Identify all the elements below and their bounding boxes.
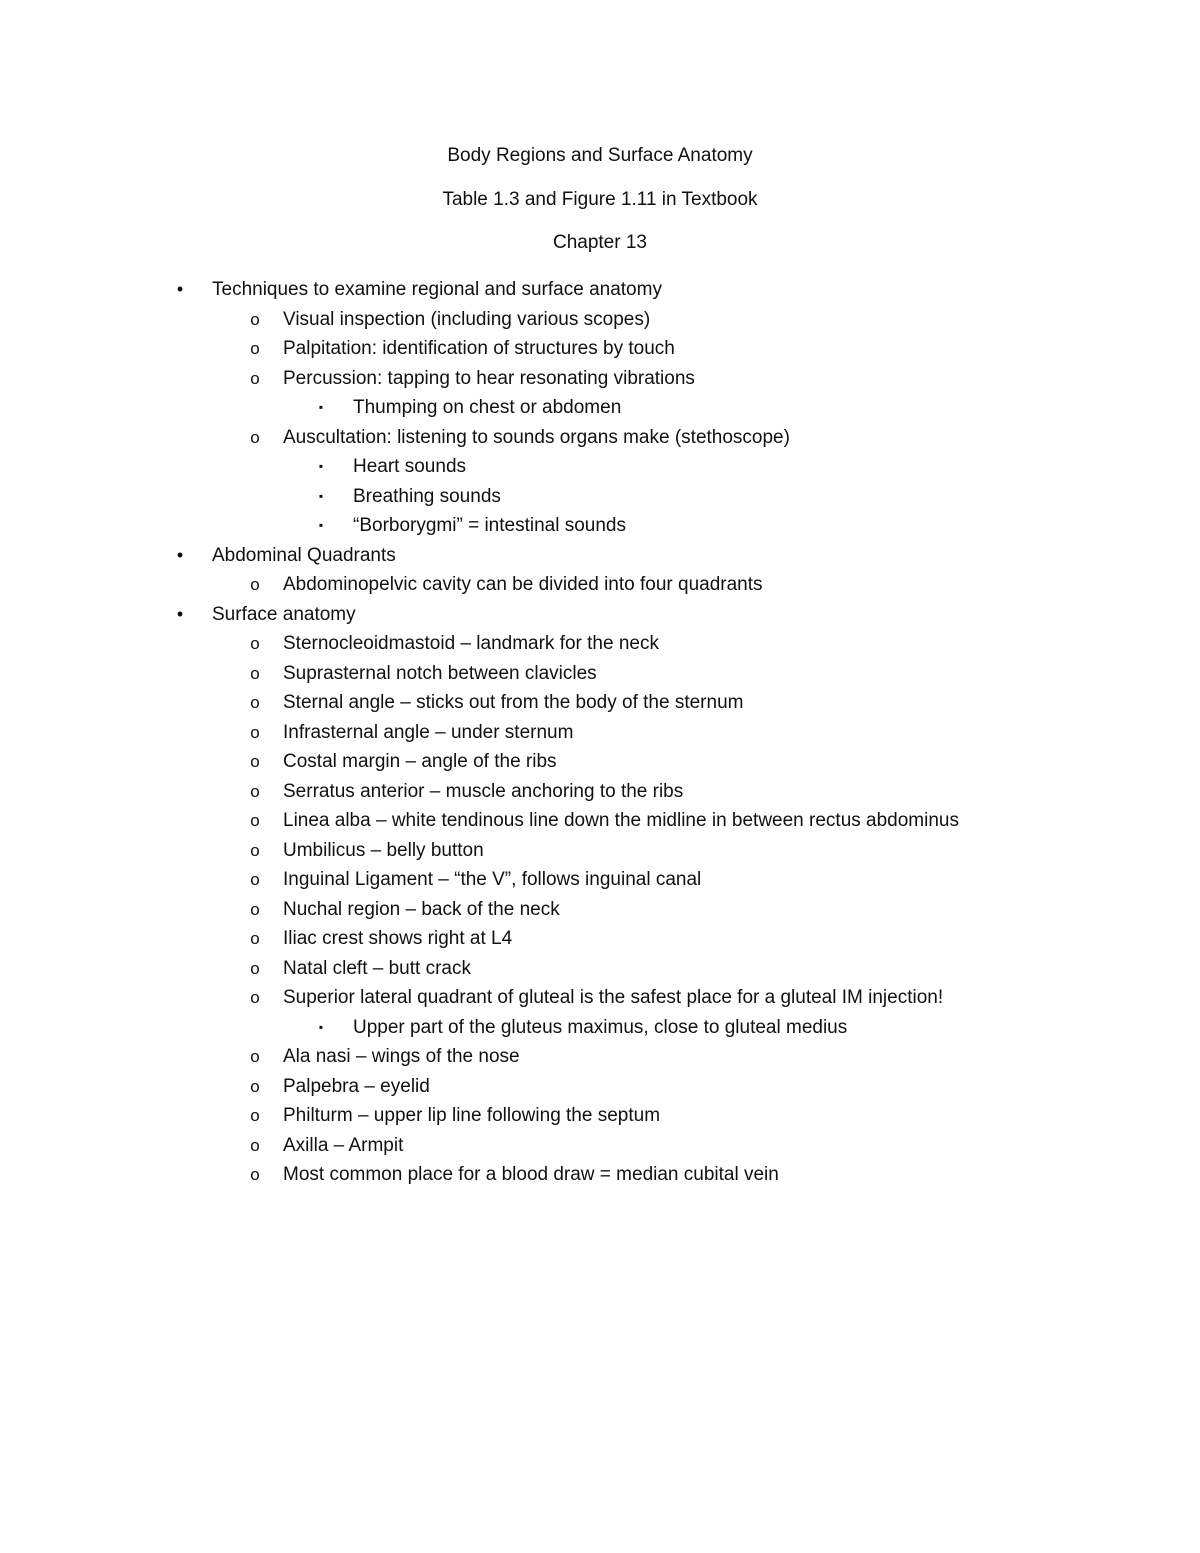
circle-bullet-icon: o [250,870,260,889]
outline-item-text: Infrasternal angle – under sternum [283,721,574,743]
outline-item-level-2 [0,836,1200,866]
outline-item-level-3 [0,393,1200,423]
outline-item-level-2 [0,777,1200,807]
outline-item-text: Linea alba – white tendinous line down the midline in between rectus abdominus [283,810,959,831]
square-bullet-icon: ▪ [318,1019,324,1034]
outline-item-level-3 [0,511,1200,541]
circle-bullet-icon: o [250,1135,260,1155]
outline-item-level-2 [0,423,1200,453]
outline-item-level-2 [0,806,1200,836]
circle-bullet-icon: o [250,811,260,830]
outline-item-text: Breathing sounds [353,485,501,507]
outline-item-text: Natal cleft – butt crack [283,957,471,979]
outline-item-level-2 [0,305,1200,335]
outline-item-level-1 [0,600,1200,630]
outline-item-level-2 [0,659,1200,689]
outline-item-level-1 [0,275,1200,305]
outline-item-text: Upper part of the gluteus maximus, close to gluteal medius [353,1016,848,1038]
outline-item-level-2 [0,364,1200,394]
outline-item-level-2 [0,629,1200,659]
outline-item-text: Abdominal Quadrants [212,544,396,566]
outline-item-text: Serratus anterior – muscle anchoring to the ribs [283,780,684,802]
outline-item-level-2 [0,1072,1200,1102]
outline-item-text: Umbilicus – belly button [283,839,484,861]
outline-item-text: Auscultation: listening to sounds organs make (stethoscope) [283,426,790,448]
circle-bullet-icon: o [250,840,260,860]
outline-item-level-3 [0,452,1200,482]
outline-item-text: Abdominopelvic cavity can be divided into four quadrants [283,574,763,595]
circle-bullet-icon: o [250,339,260,358]
outline-item-level-1 [0,541,1200,571]
outline-item-level-2 [0,718,1200,748]
outline-item-text: Sternal angle – sticks out from the body of the sternum [283,692,744,713]
outline-item-text: Inguinal Ligament – “the V”, follows inguinal canal [283,869,702,890]
document-subtitle: Table 1.3 and Figure 1.11 in Textbook [442,189,758,210]
circle-bullet-icon: o [250,693,260,712]
circle-bullet-icon: o [250,368,260,388]
outline-item-level-2 [0,747,1200,777]
bullet-icon: • [176,279,184,299]
outline-item-text: Heart sounds [353,456,467,477]
circle-bullet-icon: o [250,1165,260,1184]
outline-item-level-2 [0,1131,1200,1161]
outline-item-level-2 [0,570,1200,600]
outline-item-level-2 [0,1101,1200,1131]
outline-item-level-3 [0,482,1200,512]
outline-item-text: “Borborygmi” = intestinal sounds [353,515,626,536]
chapter-heading: Chapter 13 [552,232,647,253]
outline-item-text: Surface anatomy [212,603,356,625]
circle-bullet-icon: o [250,722,260,742]
outline-item-level-2 [0,865,1200,895]
document-title: Body Regions and Surface Anatomy [447,145,753,166]
outline-item-level-2 [0,924,1200,954]
outline-item-text: Percussion: tapping to hear resonating vibrations [283,367,695,389]
outline-item-level-2 [0,983,1200,1013]
outline-item-text: Axilla – Armpit [283,1134,404,1156]
outline-item-text: Superior lateral quadrant of gluteal is the safest place for a gluteal IM injection! [283,987,944,1008]
outline-item-level-2 [0,334,1200,364]
outline-item-text: Most common place for a blood draw = median cubital vein [283,1164,779,1185]
circle-bullet-icon: o [250,634,260,653]
outline-item-level-2 [0,1160,1200,1190]
outline-item-text: Suprasternal notch between clavicles [283,662,597,684]
square-bullet-icon: ▪ [318,518,324,532]
outline-item-text: Palpitation: identification of structures by touch [283,338,675,359]
outline-item-level-2 [0,688,1200,718]
circle-bullet-icon: o [250,929,260,948]
outline-item-level-3 [0,1013,1200,1043]
outline-item-text: Philturm – upper lip line following the septum [283,1105,661,1126]
circle-bullet-icon: o [250,427,260,447]
outline-item-text: Palpebra – eyelid [283,1075,430,1097]
circle-bullet-icon: o [250,781,260,801]
square-bullet-icon: ▪ [318,459,324,473]
circle-bullet-icon: o [250,988,260,1007]
circle-bullet-icon: o [250,752,260,771]
notes-outline [0,275,1200,1190]
outline-item-text: Iliac crest shows right at L4 [283,928,513,949]
circle-bullet-icon: o [250,1106,260,1125]
square-bullet-icon: ▪ [318,400,324,414]
circle-bullet-icon: o [250,899,260,919]
circle-bullet-icon: o [250,663,260,683]
circle-bullet-icon: o [250,958,260,978]
circle-bullet-icon: o [250,1076,260,1096]
outline-item-text: Sternocleoidmastoid – landmark for the neck [283,633,659,654]
bullet-icon: • [176,603,184,624]
outline-item-text: Thumping on chest or abdomen [353,397,622,418]
bullet-icon: • [176,544,184,565]
outline-item-text: Techniques to examine regional and surface anatomy [212,279,662,300]
outline-item-level-2 [0,954,1200,984]
circle-bullet-icon: o [250,575,260,594]
outline-item-level-2 [0,1042,1200,1072]
outline-item-text: Costal margin – angle of the ribs [283,751,557,772]
outline-item-text: Ala nasi – wings of the nose [283,1046,520,1067]
outline-item-level-2 [0,895,1200,925]
square-bullet-icon: ▪ [318,488,324,503]
circle-bullet-icon: o [250,1047,260,1066]
outline-item-text: Visual inspection (including various scopes) [283,308,651,330]
outline-item-text: Nuchal region – back of the neck [283,898,560,920]
circle-bullet-icon: o [250,309,260,329]
